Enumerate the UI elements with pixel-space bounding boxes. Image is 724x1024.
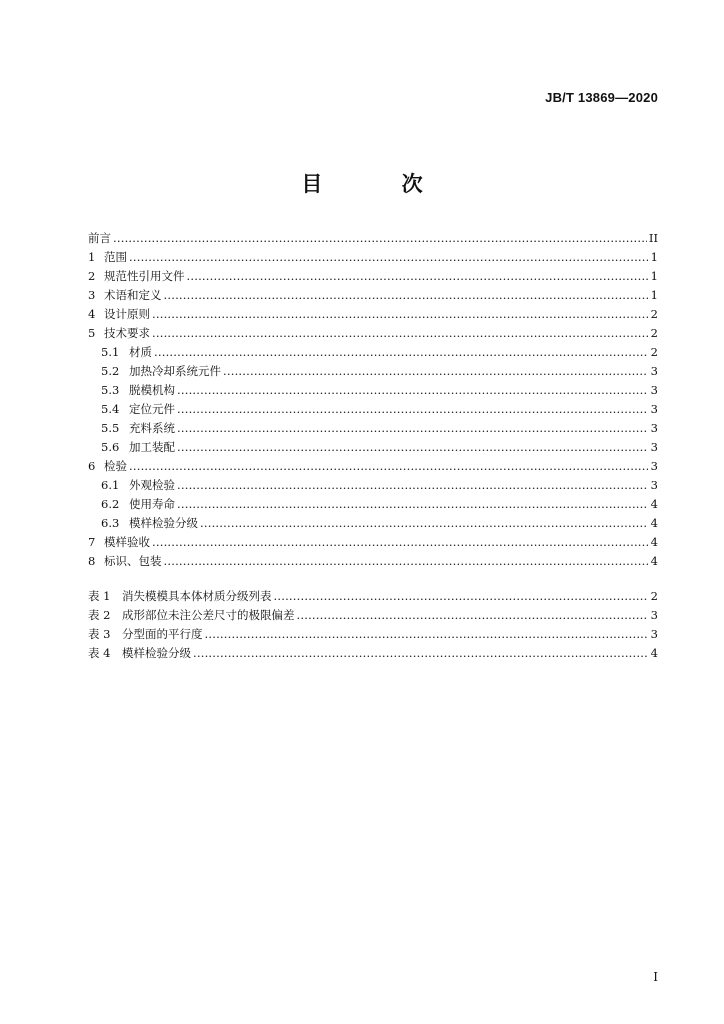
toc-entry-page: 3 [650, 402, 658, 416]
toc-entry-label: 消失模模具本体材质分级列表 [122, 589, 272, 603]
toc-entry[interactable] [88, 457, 658, 476]
toc-dot-leader [152, 305, 648, 324]
toc-entry-number: 5.1 [101, 345, 120, 359]
toc-entry[interactable] [88, 476, 658, 495]
toc-entry-number: 6.1 [101, 478, 120, 492]
toc-dot-leader [200, 514, 648, 533]
toc-entry-page: 4 [650, 516, 658, 530]
toc-entry-label: 模样检验分级 [129, 516, 198, 530]
toc-entry-number: 5 [88, 326, 96, 340]
toc-dot-leader [223, 362, 648, 381]
toc-dot-leader [152, 533, 648, 552]
toc-entry[interactable] [88, 381, 658, 400]
toc-entry-page: 4 [650, 646, 658, 660]
standard-code: JB/T 13869—2020 [545, 90, 658, 105]
toc-entry-page: 3 [650, 440, 658, 454]
toc-dot-leader [177, 381, 648, 400]
toc-entry-number: 8 [88, 554, 96, 568]
toc-entry-label: 加工装配 [129, 440, 175, 454]
toc-entry-label: 脱模机构 [129, 383, 175, 397]
toc-entry-number: 4 [88, 307, 96, 321]
toc-entry[interactable] [88, 229, 658, 248]
toc-entry-number: 5.4 [101, 402, 120, 416]
toc-entry[interactable] [88, 438, 658, 457]
toc-entry-page: 3 [650, 459, 658, 473]
toc-entry-page: 4 [650, 497, 658, 511]
toc-entry-page: 4 [650, 554, 658, 568]
toc-entry-label: 材质 [129, 345, 152, 359]
toc-entry-number: 表 4 [88, 646, 111, 660]
toc-dot-leader [152, 324, 648, 343]
toc-dot-leader [129, 457, 648, 476]
toc-entry-label: 外观检验 [129, 478, 175, 492]
toc-entry[interactable] [88, 305, 658, 324]
toc-entry-number: 表 1 [88, 589, 111, 603]
toc-entry-page: 2 [650, 326, 658, 340]
toc-entry-number: 表 3 [88, 627, 111, 641]
toc-dot-leader [113, 229, 647, 248]
toc-entry-page: 2 [650, 307, 658, 321]
toc-entry-number: 2 [88, 269, 96, 283]
toc-entry[interactable] [88, 267, 658, 286]
toc-entry-label: 模样验收 [104, 535, 150, 549]
toc-dot-leader [129, 248, 648, 267]
toc-dot-leader [154, 343, 648, 362]
toc-entry-page: 3 [650, 627, 658, 641]
toc-entry-number: 5.2 [101, 364, 120, 378]
toc-entry-page: 3 [650, 364, 658, 378]
toc-entry-page: 3 [650, 608, 658, 622]
toc-entry[interactable] [88, 286, 658, 305]
toc-entry-number: 表 2 [88, 608, 111, 622]
toc-entry[interactable] [88, 343, 658, 362]
toc-entry-label: 设计原则 [104, 307, 150, 321]
toc-entry-number: 5.5 [101, 421, 120, 435]
toc-entry-page: 3 [650, 478, 658, 492]
toc-dot-leader [205, 625, 649, 644]
toc-dot-leader [164, 552, 649, 571]
toc-entry-number: 6 [88, 459, 96, 473]
toc-entry-page: 3 [650, 421, 658, 435]
toc-entry-number: 7 [88, 535, 96, 549]
toc-dot-leader [274, 587, 649, 606]
toc-entry-page: 1 [650, 288, 658, 302]
toc-table-entry[interactable] [88, 587, 658, 606]
toc-table-entry[interactable] [88, 606, 658, 625]
toc-entry-page: 1 [650, 269, 658, 283]
toc-dot-leader [177, 419, 648, 438]
toc-entry-number: 5.6 [101, 440, 120, 454]
toc-entry-label: 技术要求 [104, 326, 150, 340]
toc-entry-label: 分型面的平行度 [122, 627, 203, 641]
toc-dot-leader [177, 476, 648, 495]
toc-entry-label: 检验 [104, 459, 127, 473]
toc-entry-label: 使用寿命 [129, 497, 175, 511]
toc-entry[interactable] [88, 362, 658, 381]
toc-table-entry[interactable] [88, 644, 658, 663]
toc-entry-page: 1 [650, 250, 658, 264]
toc-entry[interactable] [88, 514, 658, 533]
toc-dot-leader [164, 286, 649, 305]
toc-entry[interactable] [88, 533, 658, 552]
toc-entry-number: 6.2 [101, 497, 120, 511]
toc [88, 229, 658, 663]
toc-entry-label: 标识、包装 [104, 554, 162, 568]
toc-entry-label: 模样检验分级 [122, 646, 191, 660]
toc-entry-label: 充料系统 [129, 421, 175, 435]
toc-entry-number: 6.3 [101, 516, 120, 530]
toc-entry[interactable] [88, 400, 658, 419]
toc-entry-page: 2 [650, 589, 658, 603]
toc-entry-label: 加热冷却系统元件 [129, 364, 221, 378]
toc-dot-leader [193, 644, 648, 663]
toc-dot-leader [177, 400, 648, 419]
toc-entry[interactable] [88, 248, 658, 267]
toc-entry-label: 术语和定义 [104, 288, 162, 302]
toc-spacer [88, 571, 658, 587]
toc-entry-page: 3 [650, 383, 658, 397]
toc-table-entry[interactable] [88, 625, 658, 644]
toc-dot-leader [187, 267, 649, 286]
toc-entry-page: 2 [650, 345, 658, 359]
toc-entry-page: II [648, 231, 658, 245]
toc-entry-number: 5.3 [101, 383, 120, 397]
toc-entry-page: 4 [650, 535, 658, 549]
toc-entry[interactable] [88, 552, 658, 571]
toc-entry[interactable] [88, 495, 658, 514]
toc-entry-number: 3 [88, 288, 96, 302]
toc-entry[interactable] [88, 324, 658, 343]
page-number: I [653, 970, 658, 984]
toc-entry-label: 范围 [104, 250, 127, 264]
toc-entry[interactable] [88, 419, 658, 438]
toc-entry-label: 定位元件 [129, 402, 175, 416]
toc-entry-label: 成形部位未注公差尺寸的极限偏差 [122, 608, 295, 622]
page-title: 目 次 [301, 172, 459, 196]
toc-entry-number: 1 [88, 250, 96, 264]
toc-dot-leader [297, 606, 649, 625]
toc-dot-leader [177, 438, 648, 457]
toc-entry-label: 规范性引用文件 [104, 269, 185, 283]
toc-dot-leader [177, 495, 648, 514]
toc-entry-label: 前言 [88, 231, 111, 245]
